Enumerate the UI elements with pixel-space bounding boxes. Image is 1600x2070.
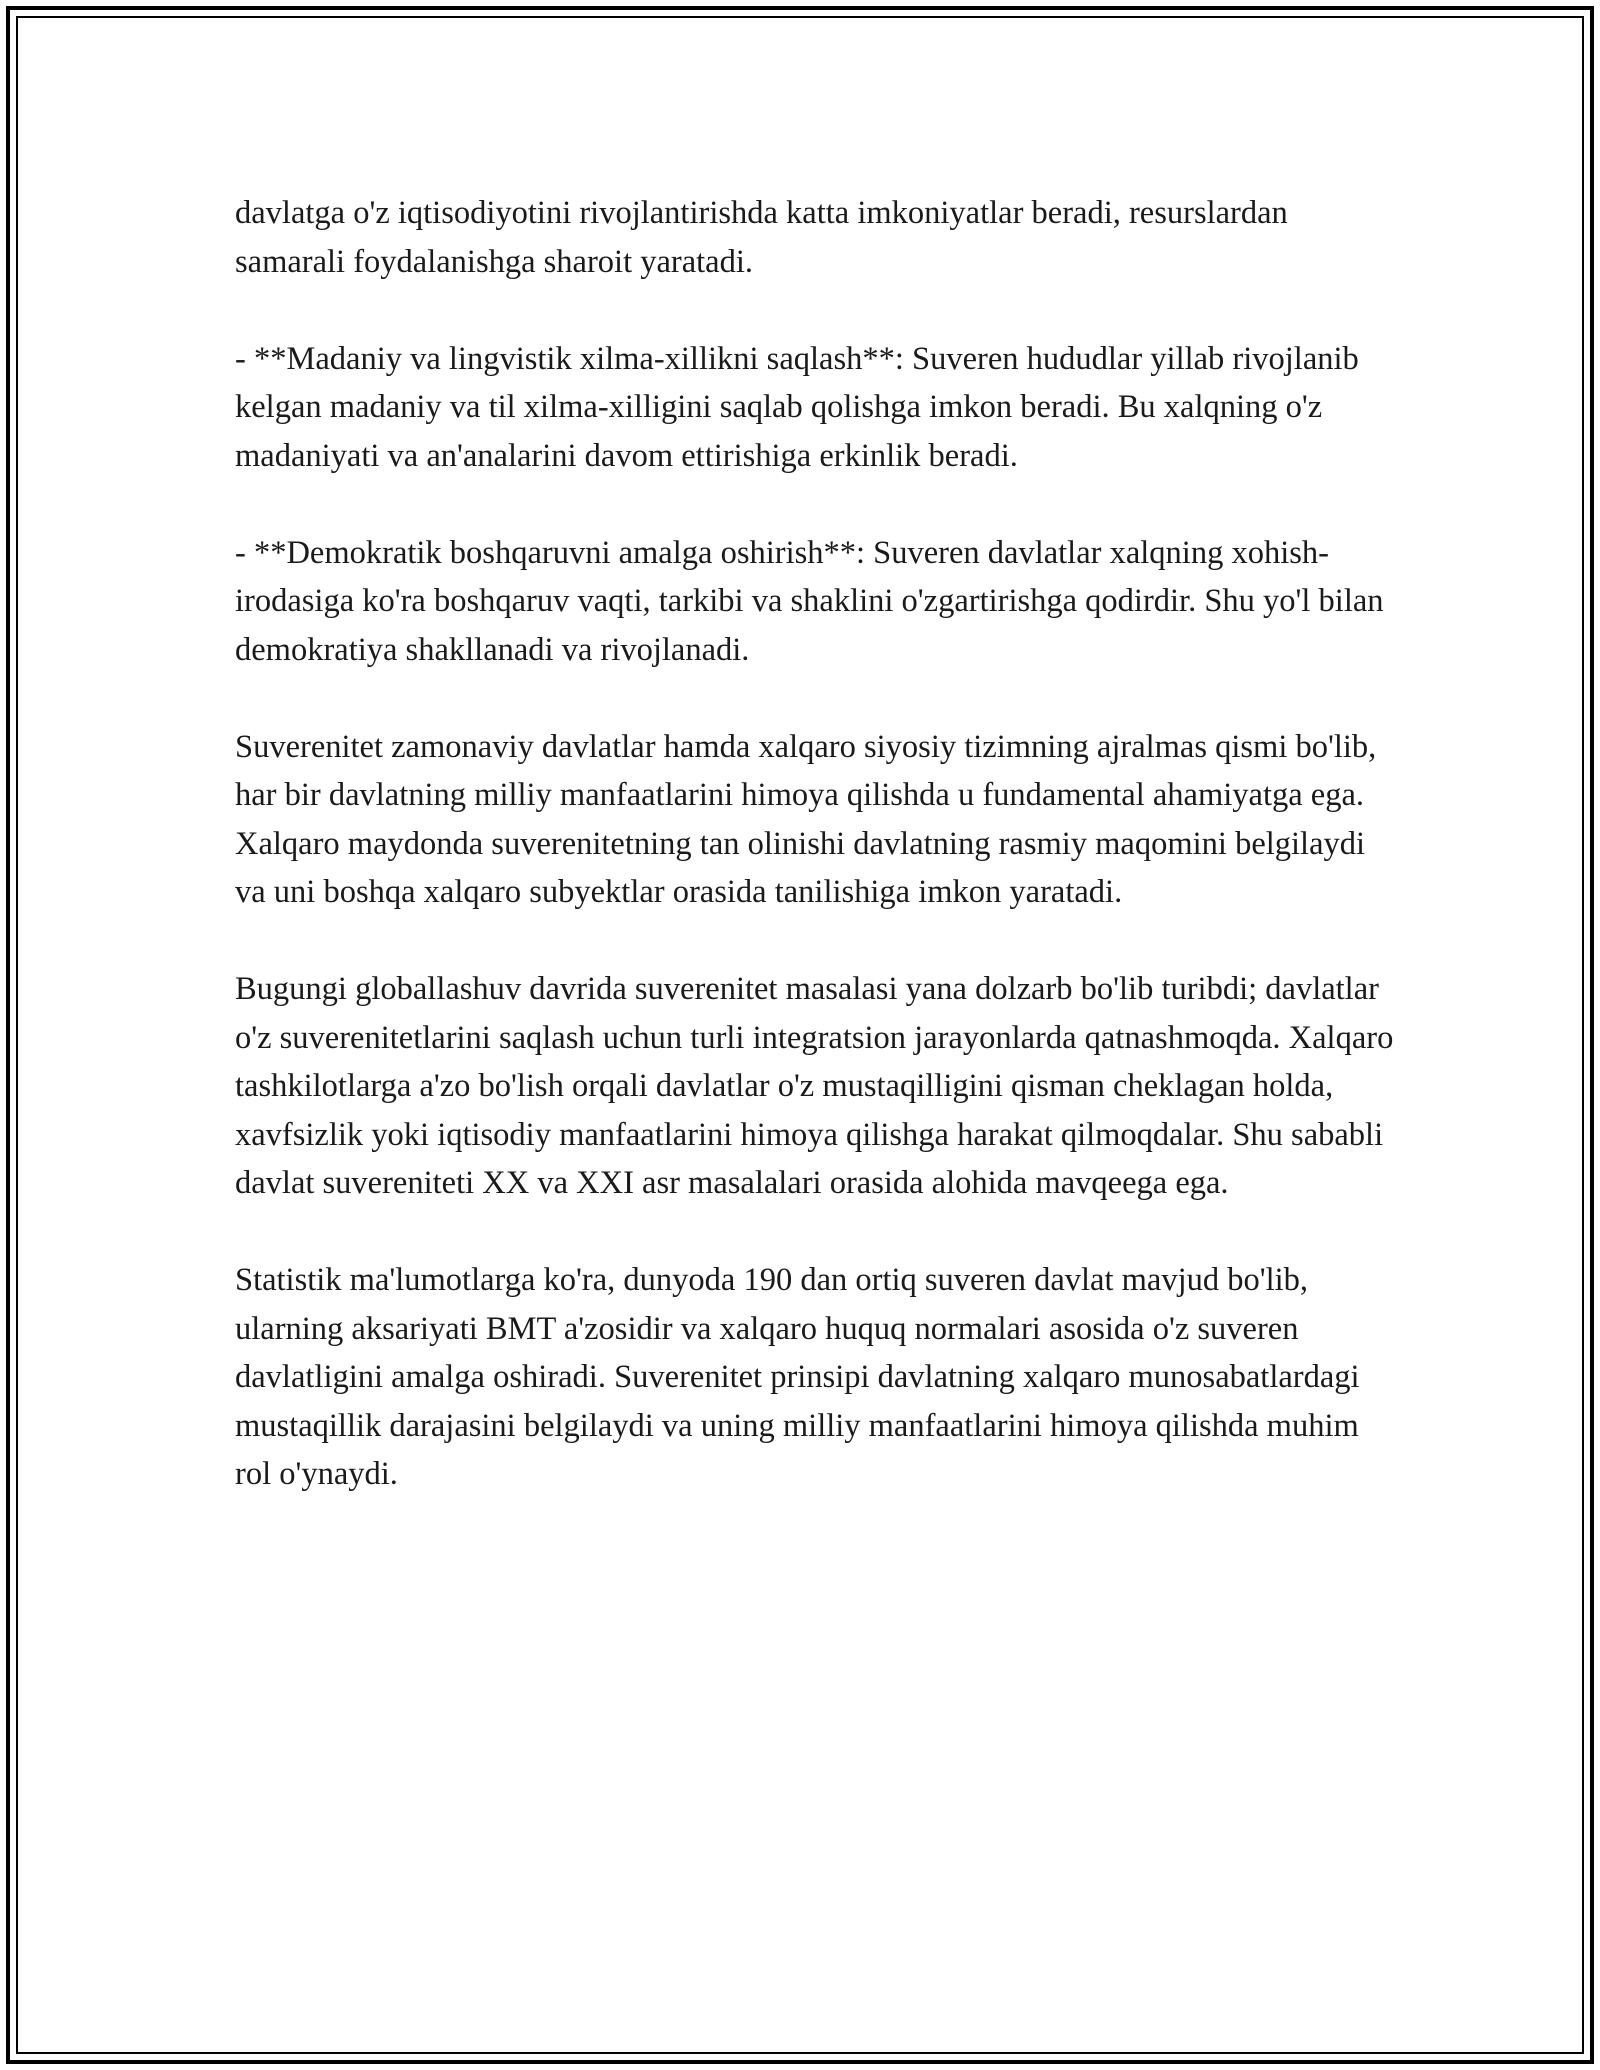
document-body — [235, 189, 1395, 1499]
paragraph-democratic-governance: - **Demokratik boshqaruvni amalga oshirish**: Suveren davlatlar xalqning xohish-irodasiga ko'ra boshqaruv vaqti, tarkibi va shaklini o'zgartirishga qodirdir. Shu yo'l bilan demokratiya shakllanadi va rivojlanadi. — [235, 534, 1384, 668]
paragraph-cultural-diversity: - **Madaniy va lingvistik xilma-xillikni saqlash**: Suveren hududlar yillab rivojlanib kelgan madaniy va til xilma-xilligini saqlab qolishga imkon beradi. Bu xalqning o'z madaniyati va an'analarini davom ettirishiga erkinlik beradi. — [235, 340, 1359, 474]
paragraph-intro-continuation: davlatga o'z iqtisodiyotini rivojlantirishda katta imkoniyatlar beradi, resurslardan samarali foydalanishga sharoit yaratadi. — [235, 195, 1288, 280]
paragraph-statistics: Statistik ma'lumotlarga ko'ra, dunyoda 190 dan ortiq suveren davlat mavjud bo'lib, ularning aksariyati BMT a'zosidir va xalqaro huquq normalari asosida o'z suveren davlatligini amalga oshiradi. Suverenitet prinsipi davlatning xalqaro munosabatlardagi mustaqillik darajasini belgilaydi va uning milliy manfaatlarini himoya qilishda muhim rol o'ynaydi. — [235, 1262, 1360, 1492]
paragraph-globalization: Bugungi globallashuv davrida suverenitet masalasi yana dolzarb bo'lib turibdi; davlatlar o'z suverenitetlarini saqlash uchun turli integratsion jarayonlarda qatnashmoqda. Xalqaro tashkilotlarga a'zo bo'lish orqali davlatlar o'z mustaqilligini qisman cheklagan holda, xavfsizlik yoki iqtisodiy manfaatlarini himoya qilishga harakat qilmoqdalar. Shu sababli davlat suvereniteti XX va XXI asr masalalari orasida alohida mavqeega ega. — [235, 971, 1394, 1201]
paragraph-sovereignty-importance: Suverenitet zamonaviy davlatlar hamda xalqaro siyosiy tizimning ajralmas qismi bo'lib, har bir davlatning milliy manfaatlarini himoya qilishda u fundamental ahamiyatga ega. Xalqaro maydonda suverenitetning tan olinishi davlatning rasmiy maqomini belgilaydi va uni boshqa xalqaro subyektlar orasida tanilishiga imkon yaratadi. — [235, 728, 1377, 910]
